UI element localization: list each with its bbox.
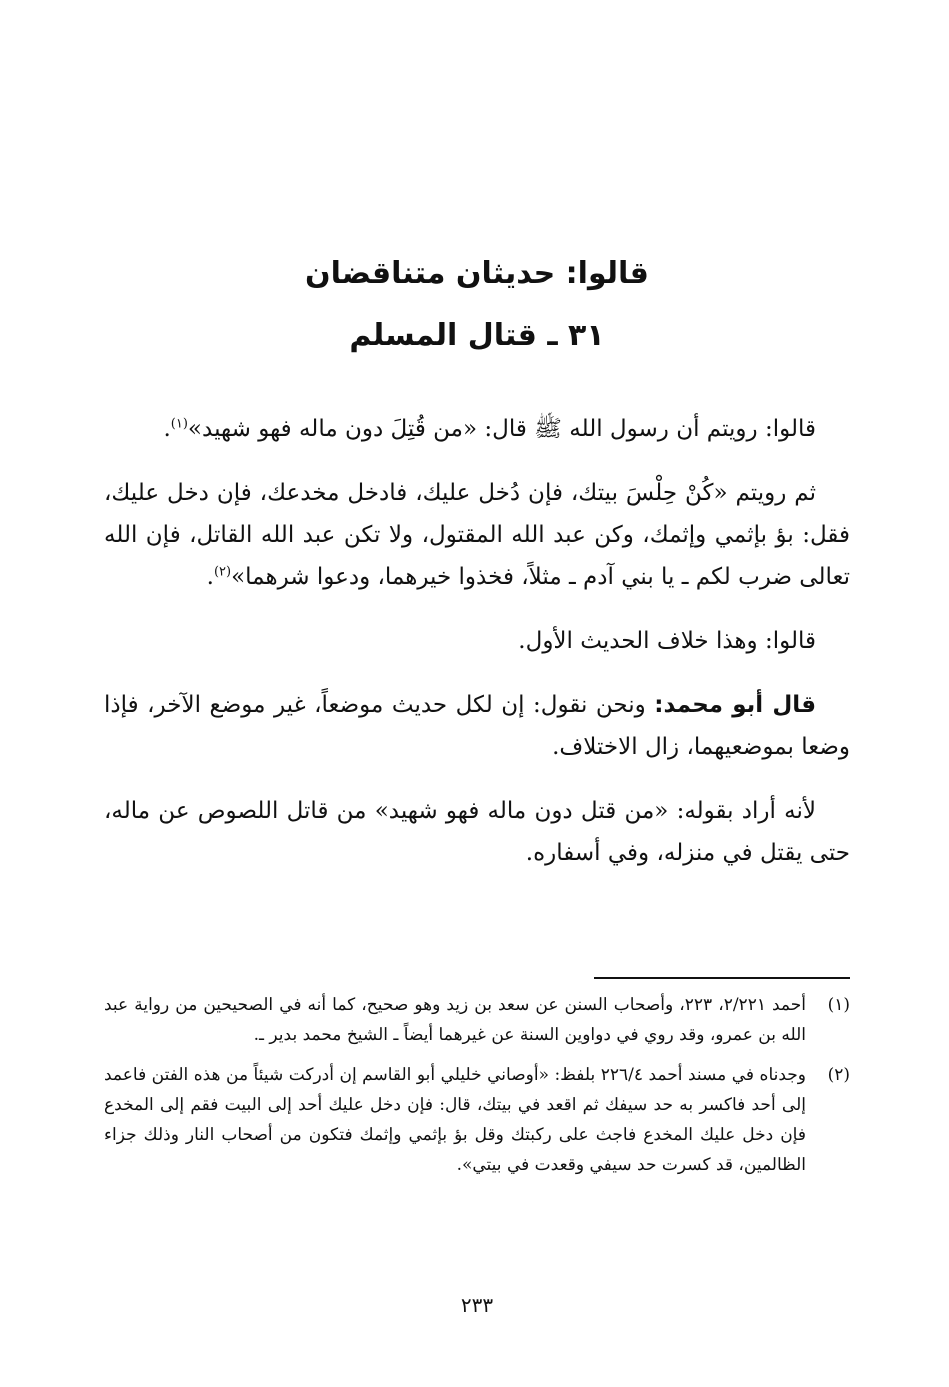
footnote-ref-2: (٢) xyxy=(213,564,232,580)
paragraph-2-text: ثم رويتم «كُنْ حِلْسَ بيتك، فإن دُخل عليك، فادخل مخدعك، فإن دخل عليك، فقل: بؤ بإثمي وإثمك، وكن عبد الله المقتول، ولا تكن عبد الله القاتل، فإن الله تعالى ضرب لكم ـ يا بني آدم ـ مثلاً، فخذوا خيرهما، ودعوا شرهما» xyxy=(104,480,850,590)
speaker-label: قال أبو محمد: xyxy=(654,692,817,718)
footnote-number: (٢) xyxy=(827,1065,850,1085)
paragraph-5-text: لأنه أراد بقوله: «من قتل دون ماله فهو شهيد» من قاتل اللصوص عن ماله، حتى يقتل في منزله، وفي أسفاره. xyxy=(104,798,850,866)
paragraph-1 xyxy=(104,408,850,450)
book-page xyxy=(104,0,850,1387)
paragraph-2-end: . xyxy=(206,564,214,590)
footnote-text: أحمد ٢/٢٢١، ٢٢٣، وأصحاب السنن عن سعد بن زيد وهو صحيح، كما أنه في الصحيحين من رواية عبد الله بن عمرو، وقد روي في دواوين السنة عن غيرهما أيضاً ـ الشيخ محمد بدير ـ. xyxy=(104,995,806,1045)
paragraph-4 xyxy=(104,684,850,768)
chapter-subtitle: ٣١ ـ قتال المسلم xyxy=(349,318,605,353)
footnote-separator xyxy=(594,977,850,979)
footnote-1 xyxy=(104,990,850,1050)
paragraph-4-text: ونحن نقول: إن لكل حديث موضعاً، غير موضع الآخر، فإذا وضعا بموضعيهما، زال الاختلاف. xyxy=(104,692,850,760)
paragraph-3 xyxy=(104,620,850,662)
paragraph-5 xyxy=(104,790,850,874)
paragraph-2 xyxy=(104,472,850,598)
footnote-number: (١) xyxy=(827,995,850,1015)
footnote-ref-1: (١) xyxy=(170,416,188,432)
paragraph-1-text: قالوا: رويتم أن رسول الله ﷺ قال: «من قُتِلَ دون ماله فهو شهيد» xyxy=(187,416,816,442)
paragraph-1-end: . xyxy=(163,416,171,442)
footnote-text: وجدناه في مسند أحمد ٢٢٦/٤ بلفظ: «أوصاني خليلي أبو القاسم إن أدركت شيئاً من هذه الفتن فاعمد إلى أحد فاكسر به حد سيفك ثم اقعد في بيتك، قال: فإن دخل عليك أحد إلى البيت فقم إلى المخدع فإن دخل عليك المخدع فاجث على ركبتك وقل بؤ بإثمي وإثمك فتكون من أصحاب النار وذلك جزاء الظالمين، قد كسرت حد سيفي وقعدت في بيتي». xyxy=(104,1065,806,1175)
body-text xyxy=(104,408,850,896)
chapter-title: قالوا: حديثان متناقضان xyxy=(305,256,649,291)
footnotes xyxy=(104,990,850,1190)
footnote-2 xyxy=(104,1060,850,1180)
page-number: ٢٣٣ xyxy=(460,1293,494,1317)
paragraph-3-text: قالوا: وهذا خلاف الحديث الأول. xyxy=(518,628,816,654)
